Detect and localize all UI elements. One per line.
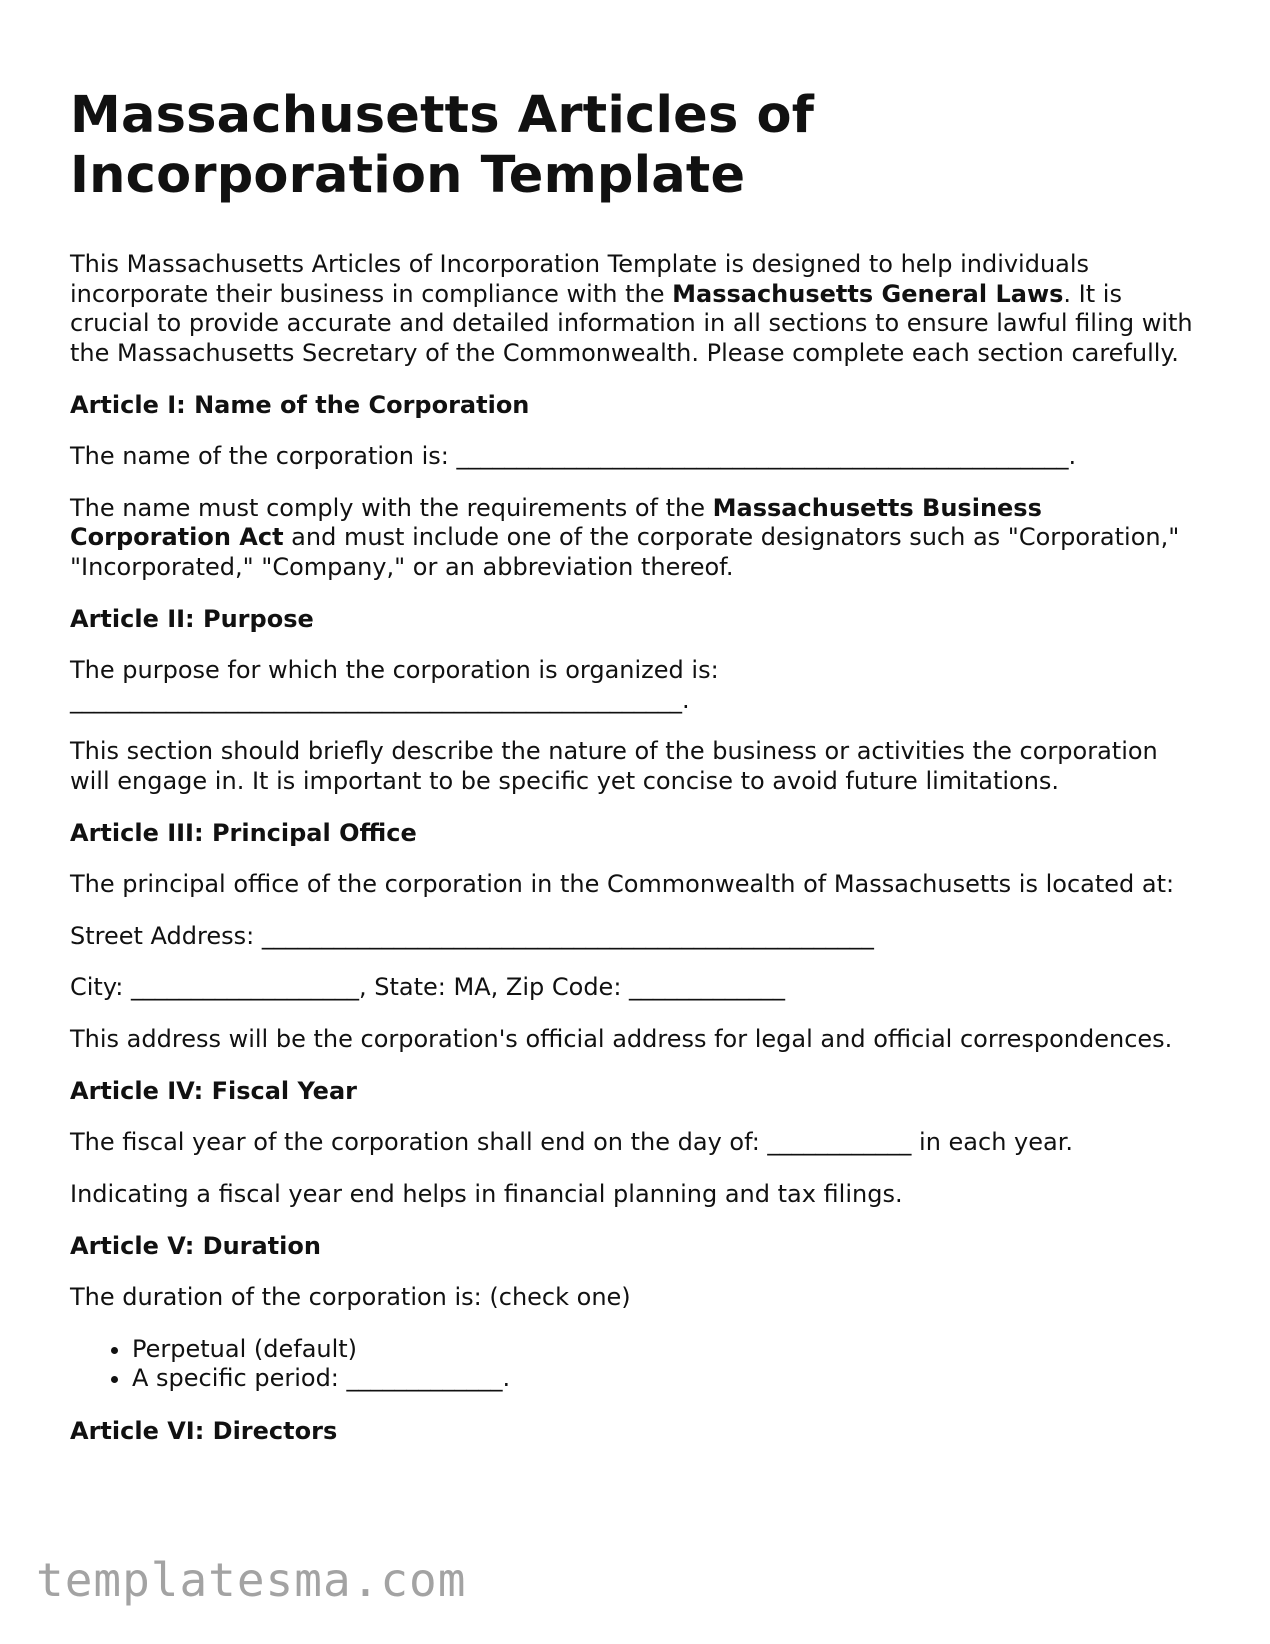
purpose-label: The purpose for which the corporation is organized is: [70,656,719,684]
watermark: templatesma.com [36,1553,467,1607]
city-state-zip-line [70,973,1200,1003]
article-6-heading: Article VI: Directors [70,1416,338,1445]
intro-text: This Massachusetts Articles of Incorporation Template is designed to help individuals incorporate their business in compliance with the [70,250,1090,308]
article-4-heading: Article IV: Fiscal Year [70,1077,357,1105]
note-text: The name must comply with the requirements of the [70,493,713,522]
purpose-line [70,656,1200,715]
corporation-name-blank[interactable]: ___________________________________________________ [456,442,1069,470]
article-1-note [70,494,1200,583]
line-end: . [1068,442,1077,470]
street-address-label: Street Address: [70,921,262,950]
intro-bold-text: Massachusetts General Laws [672,279,1064,308]
article-3-note: This address will be the corporation's official address for legal and official correspondences. [70,1024,1173,1053]
corporation-name-label: The name of the corporation is: [70,442,457,470]
line-end: . [682,685,690,714]
duration-option-perpetual[interactable]: • Perpetual (default) [132,1335,1200,1365]
note-bold-text: Massachusetts Business Corporation Act [70,493,1042,551]
state-zip-label: , State: MA, Zip Code: [359,973,630,1001]
zip-code-blank[interactable]: _____________ [629,973,786,1001]
duration-intro: The duration of the corporation is: (check one) [70,1283,631,1311]
article-5-heading: Article V: Duration [70,1232,321,1260]
intro-text-continued: . It is crucial to provide accurate and detailed information in all sections to ensure lawful filing with the Massachusetts Secretary of the Commonwealth. Please complete each section carefully. [70,279,1193,367]
purpose-blank[interactable]: ___________________________________________________ [70,685,682,714]
corporation-name-line [70,442,1200,472]
article-3-heading: Article III: Principal Office [70,819,417,847]
article-2-note: This section should briefly describe the nature of the business or activities the corporation will engage in. It is important to be specific yet concise to avoid future limitations. [70,737,1158,795]
article-2-heading: Article II: Purpose [70,605,314,633]
document-page [70,86,1200,1468]
fiscal-year-suffix: in each year. [911,1128,1074,1156]
city-label: City: [70,973,132,1001]
article-1-heading: Article I: Name of the Corporation [70,391,530,419]
duration-options [70,1335,1200,1394]
street-address-blank[interactable]: ___________________________________________________ [261,921,874,950]
city-blank[interactable]: ___________________ [131,973,360,1001]
page-title: Massachusetts Articles of Incorporation Template [70,86,815,205]
note-text-continued: and must include one of the corporate designators such as "Corporation," "Incorporated," "Company," or an abbreviation thereof. [70,523,1180,581]
fiscal-year-line [70,1128,1200,1158]
fiscal-year-blank[interactable]: ____________ [767,1128,912,1156]
street-address-line [70,922,1200,952]
fiscal-year-label: The fiscal year of the corporation shall end on the day of: [70,1128,768,1156]
duration-option-specific-period[interactable]: • A specific period: _____________. [132,1364,1200,1394]
intro-paragraph [70,250,1200,368]
article-4-note: Indicating a fiscal year end helps in financial planning and tax filings. [70,1179,903,1208]
principal-office-intro: The principal office of the corporation in the Commonwealth of Massachusetts is located at: [70,870,1175,898]
